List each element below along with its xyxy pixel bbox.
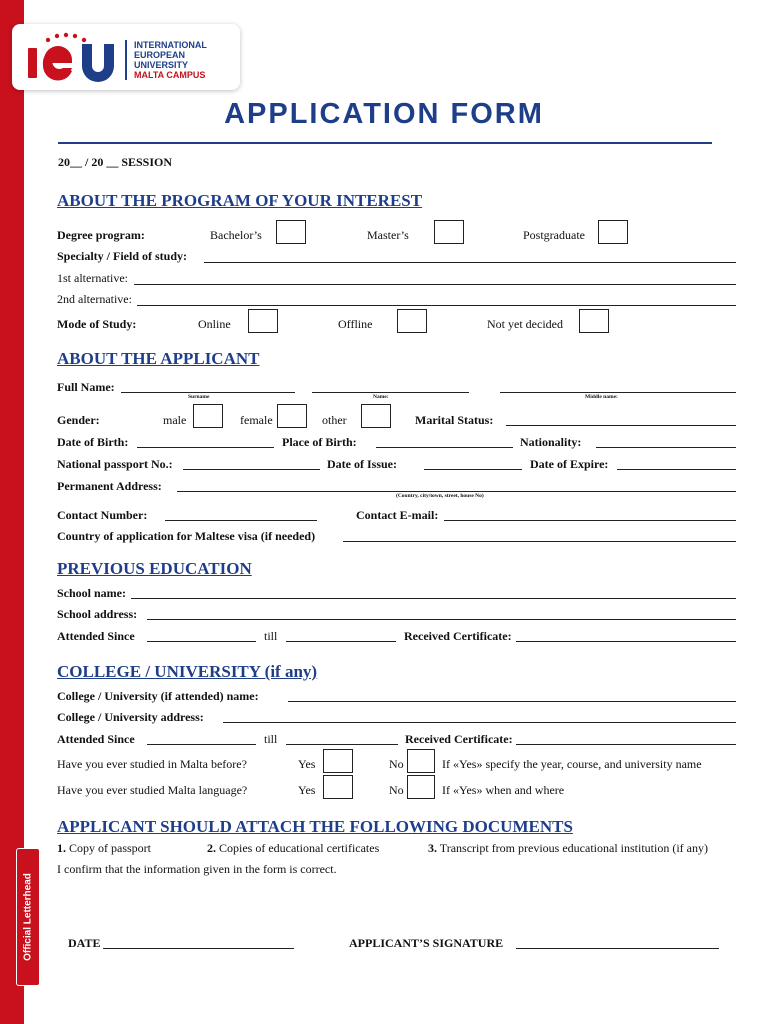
specialty-field[interactable] (204, 262, 736, 263)
school-name-label: School name: (57, 586, 126, 600)
online-label: Online (198, 317, 231, 331)
studied-language-note: If «Yes» when and where (442, 783, 565, 797)
document-2-text: Copies of educational certificates (219, 841, 380, 855)
visa-country-field[interactable] (343, 541, 736, 542)
section-applicant-heading: ABOUT THE APPLICANT (57, 349, 260, 368)
section-college-heading: COLLEGE / UNIVERSITY (if any) (57, 662, 318, 681)
postgraduate-label: Postgraduate (523, 228, 585, 242)
dob-label: Date of Birth: (57, 435, 129, 449)
marital-status-label: Marital Status: (415, 413, 494, 427)
studied-malta-yes-checkbox[interactable] (323, 749, 353, 773)
page-title: APPLICATION FORM (224, 98, 544, 130)
specialty-label: Specialty / Field of study: (57, 249, 188, 263)
gender-label: Gender: (57, 413, 100, 427)
name-field[interactable] (312, 392, 469, 393)
college-name-label: College / University (if attended) name: (57, 689, 259, 703)
studied-malta-question: Have you ever studied in Malta before? (57, 757, 247, 771)
section-program-heading: ABOUT THE PROGRAM OF YOUR INTEREST (57, 191, 423, 210)
logo-line-2: EUROPEAN (134, 50, 186, 60)
session-label: 20__ / 20 __ SESSION (58, 155, 173, 169)
visa-country-label: Country of application for Maltese visa (if needed) (57, 529, 316, 543)
college-name-field[interactable] (288, 701, 736, 702)
alt1-label: 1st alternative: (57, 271, 128, 285)
college-since-label: Attended Since (57, 732, 135, 746)
document-2-number: 2. (207, 841, 216, 855)
college-till-field[interactable] (286, 744, 398, 745)
master-checkbox[interactable] (434, 220, 464, 244)
studied-malta-no-label: No (389, 757, 404, 771)
alt2-field[interactable] (137, 305, 736, 306)
confirmation-text: I confirm that the information given in the form is correct. (57, 862, 337, 876)
marital-status-field[interactable] (506, 425, 736, 426)
undecided-checkbox[interactable] (579, 309, 609, 333)
nationality-field[interactable] (596, 447, 736, 448)
bachelor-label: Bachelor’s (210, 228, 262, 242)
mode-of-study-label: Mode of Study: (57, 317, 137, 331)
alt2-label: 2nd alternative: (57, 292, 132, 306)
college-address-label: College / University address: (57, 710, 204, 724)
document-item-2 (207, 841, 379, 856)
middle-name-hint: Middle name: (585, 394, 618, 400)
degree-program-label: Degree program: (57, 228, 145, 242)
title-underline (58, 142, 712, 144)
name-hint: Name: (373, 394, 389, 400)
signature-field[interactable] (516, 948, 719, 949)
school-certificate-field[interactable] (516, 641, 736, 642)
male-checkbox[interactable] (193, 404, 223, 428)
master-label: Master’s (367, 228, 409, 242)
issue-date-field[interactable] (424, 469, 522, 470)
school-certificate-label: Received Certificate: (404, 629, 512, 643)
logo-line-1: INTERNATIONAL (134, 40, 207, 50)
school-since-label: Attended Since (57, 629, 135, 643)
studied-malta-yes-label: Yes (298, 757, 316, 771)
official-letterhead-label: Official Letterhead (22, 873, 34, 961)
logo-line-4: MALTA CAMPUS (134, 70, 206, 80)
other-label: other (322, 413, 347, 427)
address-field[interactable] (177, 491, 736, 492)
female-label: female (240, 413, 273, 427)
expire-date-field[interactable] (617, 469, 736, 470)
college-certificate-field[interactable] (516, 744, 736, 745)
passport-label: National passport No.: (57, 457, 173, 471)
official-letterhead-tab (16, 848, 40, 986)
pob-label: Place of Birth: (282, 435, 357, 449)
address-hint: (Country, city/town, street, house No) (396, 493, 484, 499)
male-label: male (163, 413, 187, 427)
email-label: Contact E-mail: (356, 508, 439, 522)
school-till-label: till (264, 629, 278, 643)
email-field[interactable] (444, 520, 736, 521)
section-documents-heading: APPLICANT SHOULD ATTACH THE FOLLOWING DOCUMENTS (57, 817, 573, 836)
ieu-logo-icon (26, 32, 122, 82)
logo-text (125, 40, 207, 80)
college-address-field[interactable] (223, 722, 736, 723)
bachelor-checkbox[interactable] (276, 220, 306, 244)
surname-hint: Surname (188, 394, 210, 400)
contact-number-field[interactable] (165, 520, 317, 521)
offline-label: Offline (338, 317, 373, 331)
document-item-1 (57, 841, 151, 856)
document-item-3 (428, 841, 708, 856)
other-checkbox[interactable] (361, 404, 391, 428)
college-since-field[interactable] (147, 744, 256, 745)
college-certificate-label: Received Certificate: (405, 732, 513, 746)
studied-language-no-checkbox[interactable] (407, 775, 435, 799)
contact-number-label: Contact Number: (57, 508, 148, 522)
middle-name-field[interactable] (500, 392, 736, 393)
document-1-number: 1. (57, 841, 66, 855)
issue-date-label: Date of Issue: (327, 457, 397, 471)
signature-label: APPLICANT’S SIGNATURE (349, 936, 504, 950)
school-till-field[interactable] (286, 641, 396, 642)
document-1-text: Copy of passport (69, 841, 151, 855)
address-label: Permanent Address: (57, 479, 162, 493)
school-since-field[interactable] (147, 641, 256, 642)
nationality-label: Nationality: (520, 435, 582, 449)
date-label: DATE (68, 936, 101, 950)
school-address-label: School address: (57, 607, 138, 621)
offline-checkbox[interactable] (397, 309, 427, 333)
dob-field[interactable] (137, 447, 274, 448)
expire-date-label: Date of Expire: (530, 457, 609, 471)
passport-field[interactable] (183, 469, 320, 470)
document-3-number: 3. (428, 841, 437, 855)
college-till-label: till (264, 732, 278, 746)
female-checkbox[interactable] (277, 404, 307, 428)
alt1-field[interactable] (134, 284, 736, 285)
pob-field[interactable] (376, 447, 513, 448)
school-address-field[interactable] (147, 619, 736, 620)
logo-line-3: UNIVERSITY (134, 60, 189, 70)
full-name-label: Full Name: (57, 380, 115, 394)
studied-language-yes-checkbox[interactable] (323, 775, 353, 799)
school-name-field[interactable] (131, 598, 736, 599)
surname-field[interactable] (121, 392, 295, 393)
studied-language-no-label: No (389, 783, 404, 797)
studied-malta-note: If «Yes» specify the year, course, and university name (442, 757, 702, 771)
undecided-label: Not yet decided (487, 317, 563, 331)
date-field[interactable] (103, 948, 294, 949)
studied-language-yes-label: Yes (298, 783, 316, 797)
logo-card (12, 24, 240, 90)
postgraduate-checkbox[interactable] (598, 220, 628, 244)
studied-language-question: Have you ever studied Malta language? (57, 783, 248, 797)
online-checkbox[interactable] (248, 309, 278, 333)
section-education-heading: PREVIOUS EDUCATION (57, 559, 252, 578)
studied-malta-no-checkbox[interactable] (407, 749, 435, 773)
document-3-text: Transcript from previous educational institution (if any) (439, 841, 708, 855)
